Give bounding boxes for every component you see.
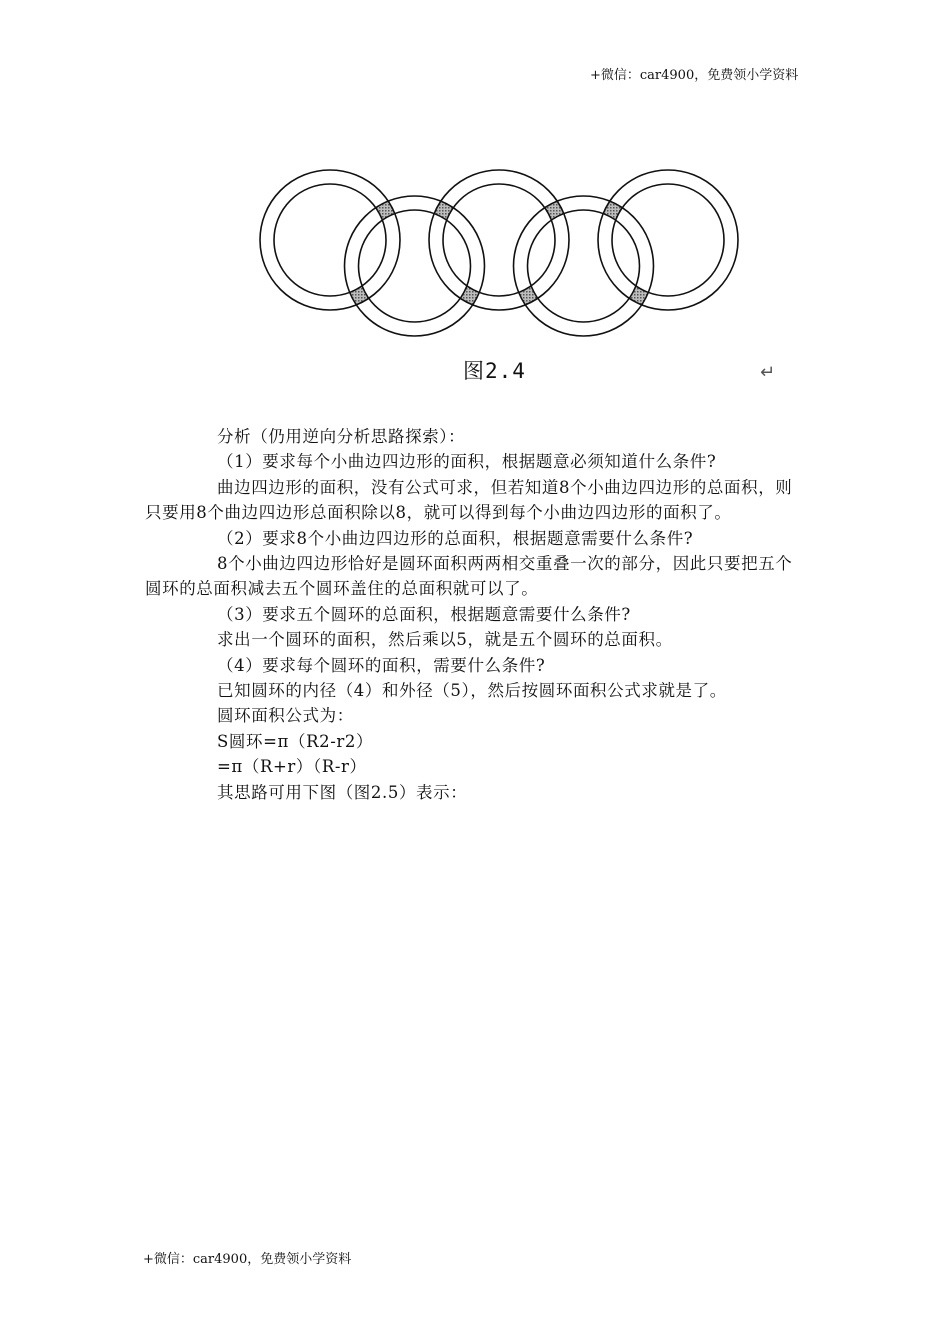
paragraph-question-2: （2）要求8个小曲边四边形的总面积，根据题意需要什么条件? (217, 528, 694, 548)
paragraph-diagram-intro: 其思路可用下图（图2.5）表示： (217, 782, 468, 802)
paragraph-answer-3: 求出一个圆环的面积，然后乘以5，就是五个圆环的总面积。 (217, 630, 673, 650)
paragraph-question-1: （1）要求每个小曲边四边形的面积，根据题意必须知道什么条件? (217, 452, 717, 472)
page-footer-watermark: +微信：car4900，免费领小学资料 (143, 1252, 352, 1267)
figure-caption: 图2.4 (463, 359, 526, 383)
paragraph-answer-4: 已知圆环的内径（4）和外径（5），然后按圆环面积公式求就是了。 (217, 681, 727, 701)
paragraph-question-4: （4）要求每个圆环的面积，需要什么条件? (217, 655, 546, 675)
paragraph-answer-2: 8个小曲边四边形恰好是圆环面积两两相交重叠一次的部分，因此只要把五个圆环的总面积减去五个圆环盖住的总面积就可以了。 (145, 554, 793, 599)
ring-inner-circle (528, 210, 640, 322)
analysis-text (145, 424, 809, 805)
paragraph-answer-1: 曲边四边形的面积，没有公式可求，但若知道8个小曲边四边形的总面积，则只要用8个曲边四边形总面积除以8，就可以得到每个小曲边四边形的面积了。 (145, 477, 793, 523)
paragraph-formula-1: S圆环=π（R2-r2） (217, 731, 374, 751)
ring-inner-circle (359, 210, 471, 322)
ring-outer-circle (598, 170, 738, 310)
paragraph-formula-2: =π（R+r）（R-r） (217, 757, 367, 777)
ring-inner-circle (612, 184, 724, 296)
ring-inner-circle (443, 184, 555, 296)
paragraph-analysis-intro: 分析（仍用逆向分析思路探索）： (217, 427, 466, 446)
ring-outer-circle (260, 170, 400, 310)
page-header-watermark: +微信：car4900，免费领小学资料 (590, 68, 799, 83)
ring-outer-circle (514, 196, 654, 336)
paragraph-question-3: （3）要求五个圆环的总面积，根据题意需要什么条件? (217, 604, 631, 624)
paragraph-return-mark: ↵ (760, 362, 776, 383)
paragraph-formula-title: 圆环面积公式为： (217, 706, 354, 726)
ring-outer-circle (345, 196, 485, 336)
ring-outer-circle (429, 170, 569, 310)
ring-inner-circle (274, 184, 386, 296)
